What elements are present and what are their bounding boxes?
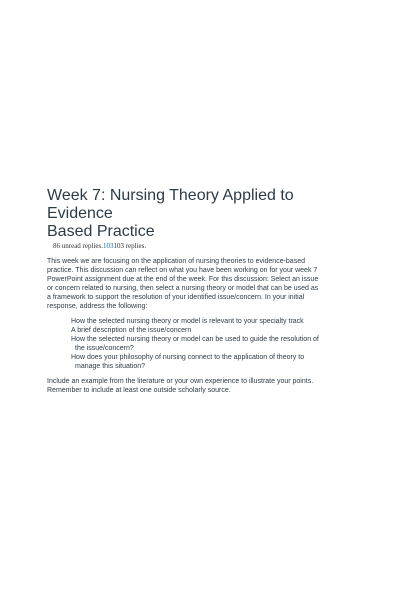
reply-label: replies. — [125, 242, 147, 250]
list-item — [71, 335, 359, 353]
list-item-text: A brief description of the issue/concern — [71, 327, 192, 334]
list-item — [71, 317, 359, 326]
list-item-continuation: manage this situation? — [75, 363, 146, 370]
intro-line: This week we are focusing on the application of nursing theories to evidence-based — [47, 258, 305, 265]
unread-count: 86 — [53, 242, 60, 250]
closing-line: Remember to include at least one outside scholarly source. — [47, 387, 231, 394]
discussion-title — [47, 187, 359, 241]
list-item-text: How the selected nursing theory or model is relevant to your specialty track — [71, 318, 304, 325]
closing-paragraph — [47, 377, 359, 395]
discussion-title-line-2: Based Practice — [47, 223, 155, 240]
intro-line: PowerPoint assignment due at the end of the week. For this discussion: Select an issue — [47, 276, 319, 283]
question-list — [47, 317, 359, 371]
intro-paragraph — [47, 257, 359, 311]
list-item — [71, 326, 359, 335]
closing-line: Include an example from the literature or your own experience to illustrate your points. — [47, 378, 314, 385]
intro-line: or concern related to nursing, then select a nursing theory or model that can be used as — [47, 285, 319, 292]
discussion-title-line-1: Week 7: Nursing Theory Applied to Evidence — [47, 187, 294, 222]
reply-summary — [53, 242, 359, 251]
reply-count-link[interactable]: 103 — [102, 242, 114, 250]
discussion-content — [47, 187, 359, 395]
intro-line: a framework to support the resolution of your identified issue/concern. In your initial — [47, 294, 305, 301]
reply-count: 103 — [113, 242, 124, 250]
list-item — [71, 353, 359, 371]
list-item-text: How the selected nursing theory or model can be used to guide the resolution of — [71, 336, 319, 343]
list-item-continuation: the issue/concern? — [75, 345, 134, 352]
intro-line: practice. This discussion can reflect on what you have been working on for your week 7 — [47, 267, 318, 274]
intro-line: response, address the following: — [47, 303, 148, 310]
list-item-text: How does your philosophy of nursing connect to the application of theory to — [71, 354, 305, 361]
unread-label: unread replies. — [61, 242, 103, 250]
